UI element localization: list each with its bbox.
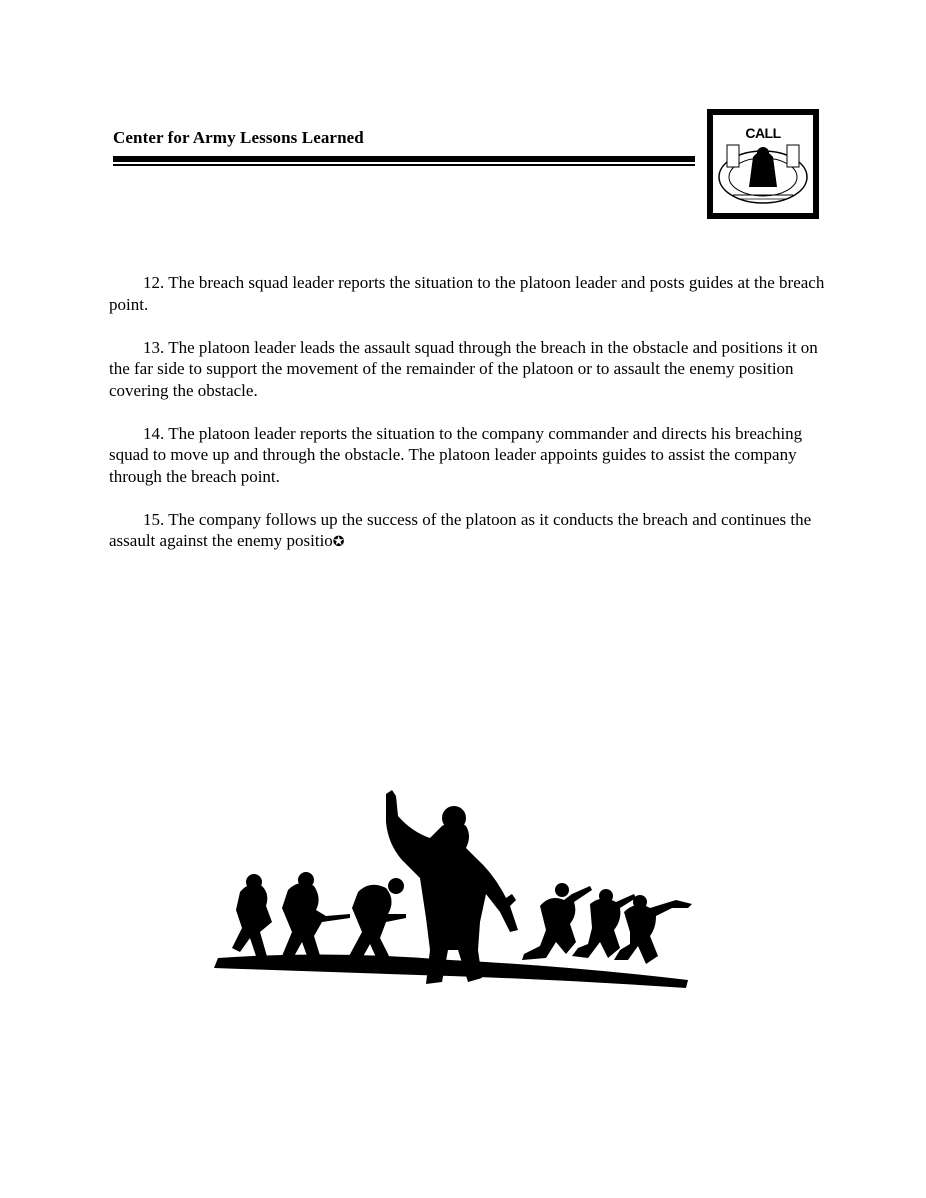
soldier-silhouette-2 [282,883,350,964]
soldier-silhouette-1 [232,884,272,962]
call-logo [707,109,819,219]
document-body [109,272,829,575]
paragraph-14: 14. The platoon leader reports the situation to the company commander and directs his breaching squad to move up and through the obstacle. The platoon leader appoints guides to assist the company through the breach point. [109,423,803,486]
paragraph-15 [109,509,829,554]
header-rule-thick [113,156,695,162]
end-mark-icon: ✪ [332,534,345,550]
paragraph-15-text: 15. The company follows up the success of the platoon as it conducts the breach and continues the assault against the enemy positio [109,509,812,550]
paragraph-12: 12. The breach squad leader reports the situation to the platoon leader and posts guides at the breach point. [109,273,825,314]
header-rule-thin [113,164,695,166]
header-title: Center for Army Lessons Learned [113,128,364,147]
soldiers-silhouette-image [210,782,696,1012]
paragraph-13: 13. The platoon leader leads the assault squad through the breach in the obstacle and positions it on the far side to support the movement of the remainder of the platoon or to assault the enemy position covering the obstacle. [109,337,818,400]
logo-text: CALL [745,125,781,141]
call-logo-inner [713,115,813,213]
soldier-silhouette-6 [614,900,692,964]
soldier-silhouette-3 [348,885,406,966]
